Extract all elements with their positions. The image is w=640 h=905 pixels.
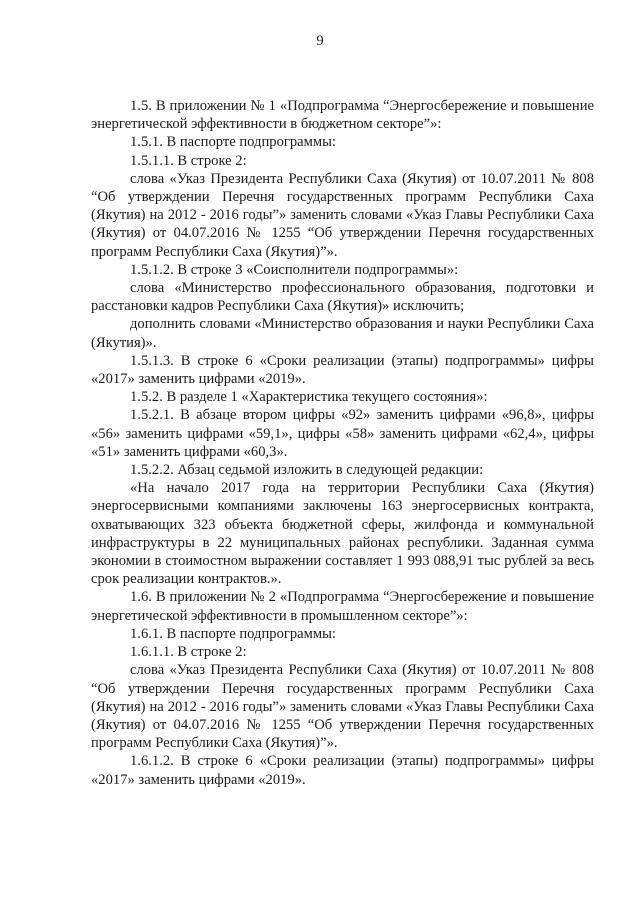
paragraph-1-5-1-1-text: слова «Указ Президента Республики Саха (Якутия) от 10.07.2011 № 808 “Об утверждении Перечня государственных программ Республики Саха (Якутия) на 2012 - 2016 годы”» заменить словами «Указ Главы Республики Саха (Якутия) от 04.07.2016 № 1255 “Об утверждении Перечня государственных программ Республики Саха (Якутия)”». [91,170,594,260]
paragraph-1-6-1-1-text: слова «Указ Президента Республики Саха (Якутия) от 10.07.2011 № 808 “Об утверждении Перечня государственных программ Республики Саха (Якутия) на 2012 - 2016 годы”» заменить словами «Указ Главы Республики Саха (Якутия) от 04.07.2016 № 1255 “Об утверждении Перечня государственных программ Республики Саха (Якутия)”». [91,662,594,752]
paragraph-1-6-1: 1.6.1. В паспорте подпрограммы: [130,625,336,642]
page-number: 9 [316,33,324,49]
paragraph-1-5-1-1: 1.5.1.1. В строке 2: [130,152,247,169]
paragraph-1-5-2-1: 1.5.2.1. В абзаце втором цифры «92» заменить цифрами «96,8», цифры «56» заменить цифрами «59,1», цифры «58» заменить цифрами «62,4», цифры «51» заменить цифрами «60,3». [91,407,594,460]
paragraph-1-6: 1.6. В приложении № 2 «Подпрограмма “Энергосбережение и повышение энергетической эффективности в промышленном секторе”»: [91,589,594,624]
paragraph-1-6-1-2: 1.6.1.2. В строке 6 «Сроки реализации (этапы) подпрограммы» цифры «2017» заменить цифрами «2019». [91,753,594,788]
document-body [91,97,594,789]
paragraph-1-5-1-2-add: дополнить словами «Министерство образования и науки Республики Саха (Якутия)». [91,316,594,351]
paragraph-1-5-2: 1.5.2. В разделе 1 «Характеристика текущего состояния»: [130,389,488,406]
paragraph-1-5: 1.5. В приложении № 1 «Подпрограмма “Энергосбережение и повышение энергетической эффективности в бюджетном секторе”»: [91,98,594,133]
paragraph-1-5-1-2: 1.5.1.2. В строке 3 «Соисполнители подпрограммы»: [130,261,459,278]
paragraph-1-5-2-2-text: «На начало 2017 года на территории Республики Саха (Якутия) энергосервисными компаниями заключены 163 энергосервисных контракта, охватывающих 323 объекта бюджетной сферы, жилфонда и коммунальной инфраструктуры в 22 муниципальных районах республики. Заданная сумма экономии в стоимостном выражении составляет 1 993 088,91 тыс рублей за весь срок реализации контрактов.». [91,480,594,588]
paragraph-1-6-1-1: 1.6.1.1. В строке 2: [130,644,247,661]
paragraph-1-5-1-3: 1.5.1.3. В строке 6 «Сроки реализации (этапы) подпрограммы» цифры «2017» заменить цифрами «2019». [91,352,594,388]
paragraph-1-5-2-2: 1.5.2.2. Абзац седьмой изложить в следующей редакции: [130,462,484,479]
paragraph-1-5-1: 1.5.1. В паспорте подпрограммы: [130,134,336,151]
paragraph-1-5-1-2-exclude: слова «Министерство профессионального образования, подготовки и расстановки кадров Республики Саха (Якутия)» исключить; [91,280,594,315]
